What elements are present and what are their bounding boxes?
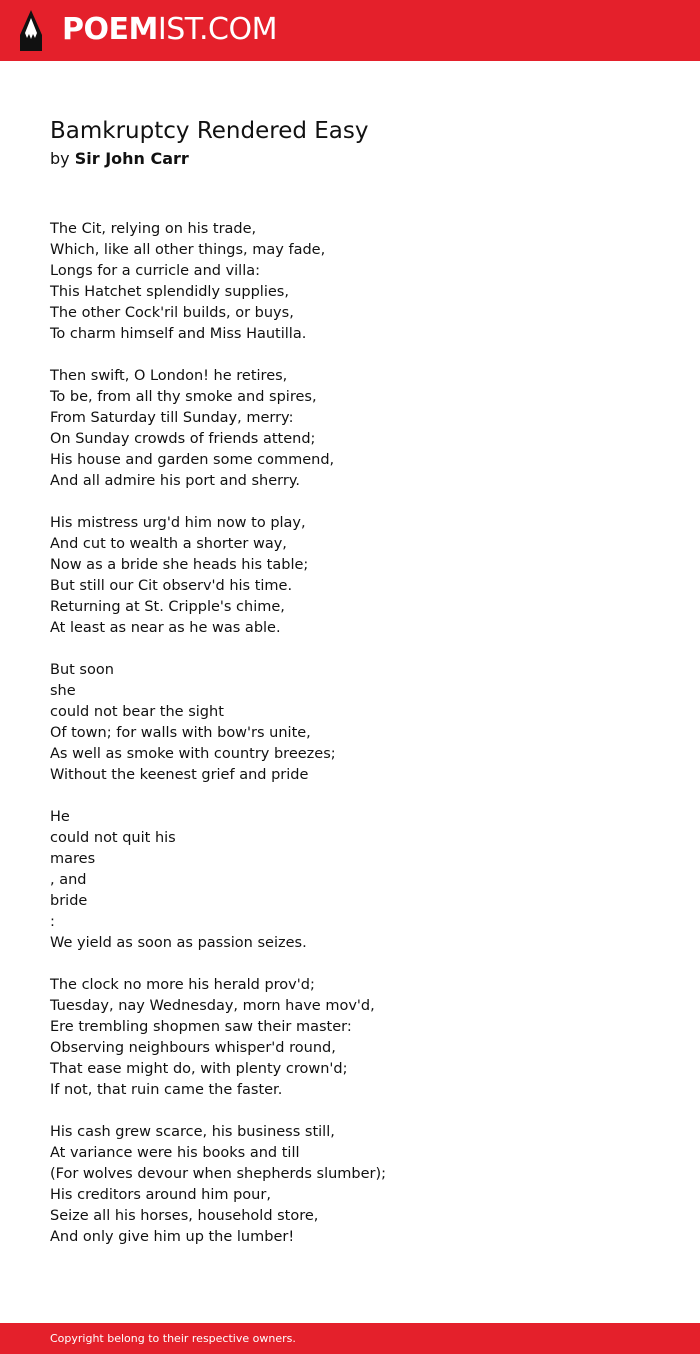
site-logo[interactable] (62, 12, 277, 48)
poem-line: At variance were his books and till (50, 1145, 300, 1161)
poem-line: (For wolves devour when shepherds slumber); (50, 1166, 387, 1182)
poem-line: On Sunday crowds of friends attend; (50, 431, 316, 447)
poem-stanza (50, 660, 650, 786)
poem-line: The other Cock'ril builds, or buys, (50, 305, 294, 321)
poem-line: That ease might do, with plenty crown'd; (50, 1061, 348, 1077)
poem-line: This Hatchet splendidly supplies, (50, 284, 289, 300)
logo-text-light: IST.COM (157, 12, 277, 47)
poem-line: she (50, 683, 76, 699)
poem-line: mares (50, 851, 96, 867)
poem-line: And only give him up the lumber! (50, 1229, 295, 1245)
poem-line: But soon (50, 662, 114, 678)
poem-line: If not, that ruin came the faster. (50, 1082, 283, 1098)
poem-line: At least as near as he was able. (50, 620, 281, 636)
poem-line: Which, like all other things, may fade, (50, 242, 326, 258)
poem-line: From Saturday till Sunday, merry: (50, 410, 294, 426)
poem-stanza (50, 219, 650, 345)
poem-line: Without the keenest grief and pride (50, 767, 309, 783)
by-label: by (50, 149, 70, 168)
poem-line: But still our Cit observ'd his time. (50, 578, 293, 594)
poem-line: , and (50, 872, 87, 888)
poem-line: Of town; for walls with bow'rs unite, (50, 725, 311, 741)
author-name[interactable]: Sir John Carr (74, 149, 189, 168)
poem-stanza (50, 807, 650, 954)
poem-line: And all admire his port and sherry. (50, 473, 300, 489)
poem-title: Bamkruptcy Rendered Easy (50, 118, 369, 144)
poem-line: Observing neighbours whisper'd round, (50, 1040, 336, 1056)
poem-line: We yield as soon as passion seizes. (50, 935, 307, 951)
poem-line: Seize all his horses, household store, (50, 1208, 319, 1224)
poem-line: Longs for a curricle and villa: (50, 263, 261, 279)
poem-line: And cut to wealth a shorter way, (50, 536, 287, 552)
poem-line: Ere trembling shopmen saw their master: (50, 1019, 352, 1035)
poem-line: could not bear the sight (50, 704, 224, 720)
poem-stanza (50, 366, 650, 492)
byline (50, 148, 189, 170)
poem-line: bride (50, 893, 88, 909)
pencil-tip-icon[interactable] (17, 9, 45, 52)
poem-line: could not quit his (50, 830, 176, 846)
poem-line: His house and garden some commend, (50, 452, 335, 468)
site-footer (0, 1323, 700, 1354)
poem-line: His mistress urg'd him now to play, (50, 515, 306, 531)
poem-line: To charm himself and Miss Hautilla. (50, 326, 307, 342)
copyright-text: Copyright belong to their respective owners. (50, 1332, 296, 1345)
poem-line: The Cit, relying on his trade, (50, 221, 257, 237)
poem-line: As well as smoke with country breezes; (50, 746, 336, 762)
poem-line: The clock no more his herald prov'd; (50, 977, 315, 993)
poem-line: Tuesday, nay Wednesday, morn have mov'd, (50, 998, 375, 1014)
poem-line: Returning at St. Cripple's chime, (50, 599, 285, 615)
poem-body (50, 219, 650, 1269)
logo-text-bold: POEM (62, 12, 158, 47)
poem-line: He (50, 809, 70, 825)
poem-line: Now as a bride she heads his table; (50, 557, 309, 573)
site-header (0, 0, 700, 61)
poem-line: To be, from all thy smoke and spires, (50, 389, 317, 405)
poem-line: Then swift, O London! he retires, (50, 368, 288, 384)
poem-line: : (50, 914, 55, 930)
poem-stanza (50, 513, 650, 639)
poem-stanza (50, 975, 650, 1101)
poem-line: His cash grew scarce, his business still, (50, 1124, 335, 1140)
poem-line: His creditors around him pour, (50, 1187, 271, 1203)
poem-stanza (50, 1122, 650, 1248)
